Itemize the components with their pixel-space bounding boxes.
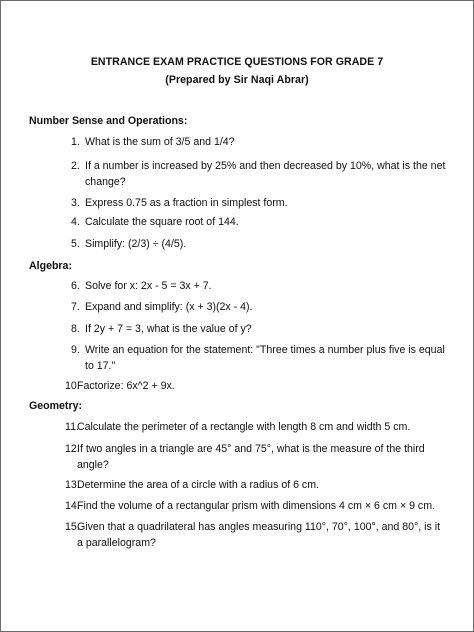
question-number: 5. [71, 238, 80, 250]
question-item [65, 477, 445, 493]
document-subtitle: (Prepared by Sir Naqi Abrar) [165, 74, 309, 86]
question-text: If 2y + 7 = 3, what is the value of y? [85, 323, 252, 335]
question-text: Calculate the perimeter of a rectangle with length 8 cm and width 5 cm. [77, 421, 411, 433]
question-item [65, 378, 445, 394]
question-text: Express 0.75 as a fraction in simplest form. [85, 197, 288, 209]
question-text: Factorize: 6x^2 + 9x. [77, 380, 175, 392]
question-text: Expand and simplify: (x + 3)(2x - 4). [85, 301, 253, 313]
section-heading-algebra: Algebra: [29, 260, 72, 272]
question-item [71, 236, 451, 252]
question-number: 14. [65, 500, 80, 512]
question-item [71, 195, 451, 211]
question-text: Solve for x: 2x - 5 = 3x + 7. [85, 280, 212, 292]
question-number: 15. [65, 521, 80, 533]
question-text: If a number is increased by 25% and then decreased by 10%, what is the net change? [85, 160, 446, 188]
question-number: 11. [65, 421, 79, 433]
question-text: What is the sum of 3/5 and 1/4? [85, 136, 235, 148]
question-text: Given that a quadrilateral has angles measuring 110°, 70°, 100°, and 80°, is it a parallelogram? [77, 521, 441, 549]
question-number: 10. [65, 380, 80, 392]
section-heading-number-sense: Number Sense and Operations: [29, 115, 188, 127]
question-item [65, 441, 445, 473]
question-item [65, 419, 445, 435]
section-heading-geometry: Geometry: [29, 400, 82, 412]
question-text: Calculate the square root of 144. [85, 216, 239, 228]
question-text: If two angles in a triangle are 45° and 75°, what is the measure of the third angle? [77, 443, 425, 471]
question-number: 6. [71, 280, 80, 292]
question-number: 4. [71, 216, 80, 228]
question-item [71, 299, 451, 315]
question-number: 13. [65, 479, 80, 491]
question-text: Find the volume of a rectangular prism with dimensions 4 cm × 6 cm × 9 cm. [77, 500, 435, 512]
question-item [71, 342, 451, 374]
question-item [71, 278, 451, 294]
question-number: 3. [71, 197, 80, 209]
question-number: 1. [71, 136, 80, 148]
document-title: ENTRANCE EXAM PRACTICE QUESTIONS FOR GRADE 7 [90, 56, 384, 68]
question-number: 8. [71, 323, 80, 335]
question-text: Determine the area of a circle with a radius of 6 cm. [77, 479, 319, 491]
question-number: 7. [71, 301, 80, 313]
question-item [71, 134, 451, 150]
question-number: 2. [71, 160, 80, 172]
question-item [65, 519, 445, 551]
question-item [71, 321, 451, 337]
question-item [71, 214, 451, 230]
question-item [65, 498, 445, 514]
question-item [71, 158, 451, 190]
question-number: 12. [65, 443, 80, 455]
question-number: 9. [71, 344, 80, 356]
question-text: Write an equation for the statement: "Three times a number plus five is equal to 17." [85, 344, 445, 372]
question-text: Simplify: (2/3) ÷ (4/5). [85, 238, 187, 250]
